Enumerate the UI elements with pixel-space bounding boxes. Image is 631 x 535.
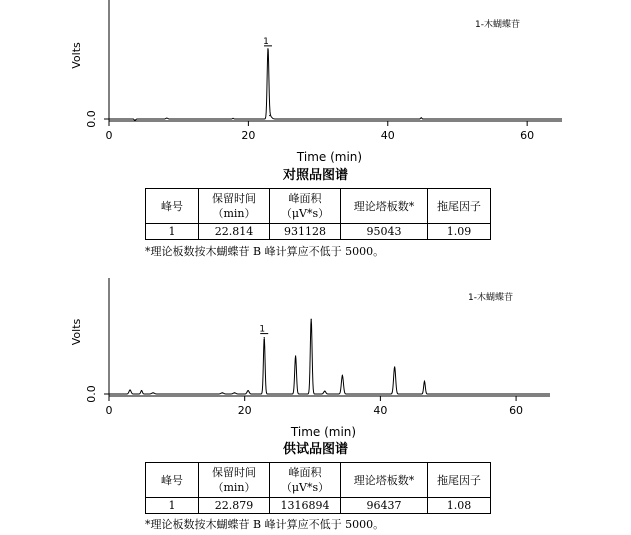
peak-apex — [153, 392, 154, 393]
cell-peak-no: 1 — [146, 498, 199, 514]
cell-tailing-factor: 1.08 — [428, 498, 491, 514]
x-axis-label: Time (min) — [296, 150, 363, 164]
chromatogram-trace — [109, 48, 562, 120]
header-plate-count: 理论塔板数* — [341, 463, 428, 498]
cell-retention-time: 22.814 — [199, 224, 270, 240]
peak-apex — [141, 390, 142, 391]
x-axis-label: Time (min) — [290, 425, 357, 439]
peak-apex — [247, 390, 248, 391]
y-tick-label: 0.0 — [85, 385, 98, 403]
reference-results-table — [145, 188, 491, 240]
sample-chromatogram — [0, 268, 631, 438]
x-tick-label: 40 — [380, 129, 395, 142]
header-retention-time: 保留时间 （min） — [199, 463, 270, 498]
header-peak-no: 峰号 — [146, 463, 199, 498]
peak-apex — [234, 392, 235, 393]
cell-plate-count: 95043 — [341, 224, 428, 240]
peak-label: 1 — [263, 36, 269, 47]
legend-entry: 1-木蝴蝶苷 — [468, 293, 513, 303]
x-tick-label: 0 — [105, 129, 113, 142]
header-peak-no: 峰号 — [146, 189, 199, 224]
cell-peak-area: 931128 — [270, 224, 341, 240]
x-tick-label: 60 — [509, 404, 524, 417]
reference-chart-title: 对照品图谱 — [282, 168, 348, 183]
header-plate-count: 理论塔板数* — [341, 189, 428, 224]
x-tick-label: 40 — [373, 404, 388, 417]
y-axis-label: Volts — [70, 42, 83, 69]
x-tick-label: 60 — [520, 129, 535, 142]
peak-apex — [324, 391, 325, 392]
reference-chromatogram — [0, 0, 631, 170]
peak-apex — [424, 381, 425, 382]
x-tick-label: 20 — [241, 129, 256, 142]
x-tick-label: 0 — [105, 404, 113, 417]
peak-apex — [222, 392, 223, 393]
reference-footnote: *理论板数按木蝴蝶苷 B 峰计算应不低于 5000。 — [145, 245, 385, 258]
cell-tailing-factor: 1.09 — [428, 224, 491, 240]
cell-plate-count: 96437 — [341, 498, 428, 514]
peak-apex — [129, 389, 130, 390]
sample-chart-title: 供试品图谱 — [282, 442, 348, 457]
sample-results-table — [145, 462, 491, 514]
peak-apex — [311, 319, 312, 320]
cell-retention-time: 22.879 — [199, 498, 270, 514]
header-retention-time: 保留时间 （min） — [199, 189, 270, 224]
chromatogram-trace — [109, 319, 550, 394]
cell-peak-no: 1 — [146, 224, 199, 240]
peak-apex — [267, 49, 268, 50]
legend-entry: 1-木蝴蝶苷 — [475, 20, 520, 30]
y-axis-label: Volts — [70, 318, 83, 346]
sample-footnote: *理论板数按木蝴蝶苷 B 峰计算应不低于 5000。 — [145, 518, 385, 531]
header-peak-area: 峰面积 （μV*s） — [270, 463, 341, 498]
cell-peak-area: 1316894 — [270, 498, 341, 514]
peak-apex — [269, 115, 270, 116]
peak-apex — [295, 355, 296, 356]
header-tailing-factor: 拖尾因子 — [428, 189, 491, 224]
table-row — [146, 498, 491, 514]
x-tick-label: 20 — [237, 404, 252, 417]
peak-apex — [342, 375, 343, 376]
y-tick-label: 0.0 — [85, 110, 98, 128]
peak-label: 1 — [259, 324, 266, 335]
peak-apex — [264, 337, 265, 338]
table-row — [146, 224, 491, 240]
header-tailing-factor: 拖尾因子 — [428, 463, 491, 498]
header-peak-area: 峰面积 （μV*s） — [270, 189, 341, 224]
peak-apex — [394, 366, 395, 367]
